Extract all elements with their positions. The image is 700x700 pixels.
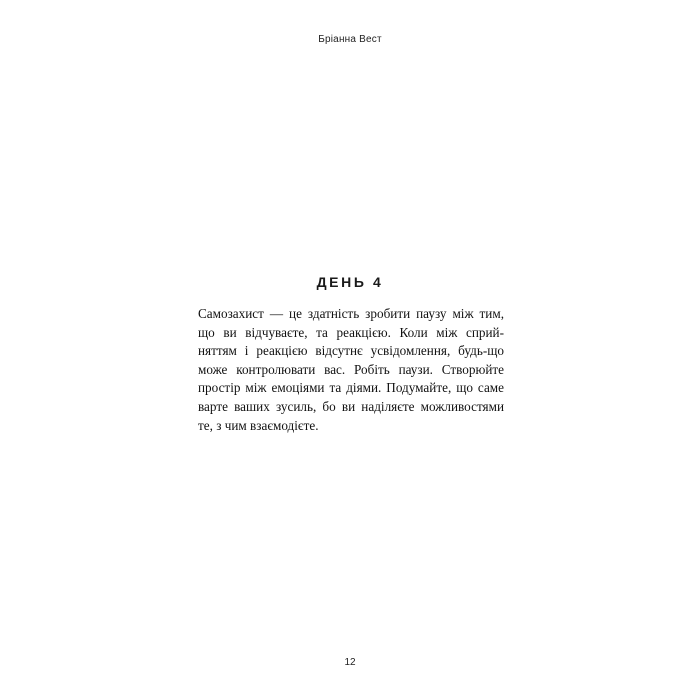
body-paragraph (198, 305, 504, 435)
paragraph-line: Самозахист — це здатність зробити паузу між тим, (198, 306, 504, 321)
paragraph-line: може контролювати вас. Робіть паузи. Створюйте (198, 361, 504, 377)
paragraph-line: що ви відчуваєте, та реакцією. Коли між сприй- (198, 324, 504, 340)
chapter-title: ДЕНЬ 4 (316, 274, 384, 290)
page-number: 12 (344, 657, 356, 668)
paragraph-line: те, з чим взаємодієте. (198, 417, 319, 433)
paragraph-line: няттям і реакцією відсутнє усвідомлення, будь-що (198, 343, 504, 359)
paragraph-line: простір між емоціями та діями. Подумайте, що саме (198, 380, 504, 396)
paragraph-line: варте ваших зусиль, бо ви наділяєте можливостями (198, 398, 504, 414)
running-header-author: Бріанна Вест (318, 34, 382, 45)
